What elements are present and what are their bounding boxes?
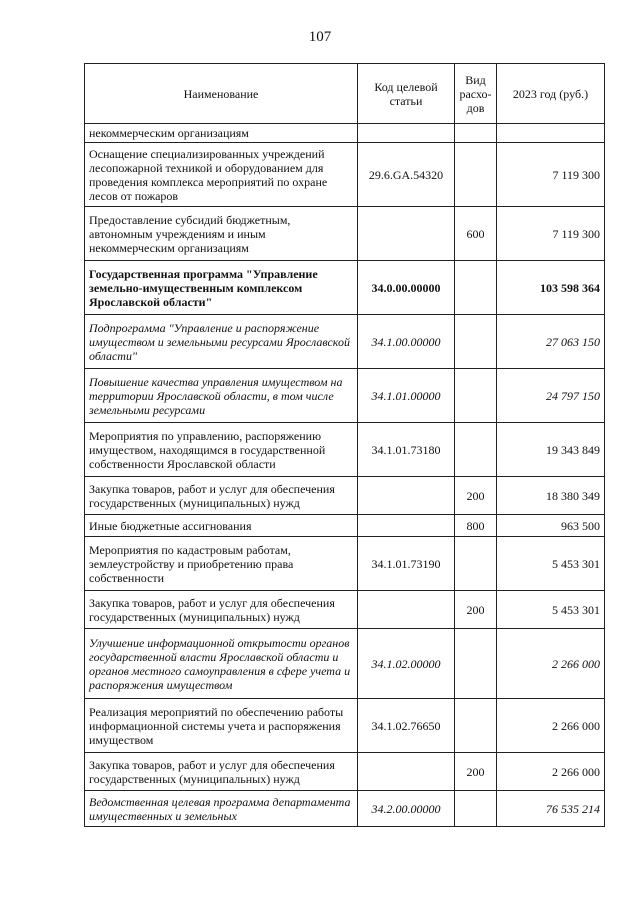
row-kind: 800 (455, 515, 497, 537)
row-code (358, 207, 455, 261)
row-kind (455, 629, 497, 699)
row-name: Мероприятия по управлению, распоряжению имуществом, находящимся в государственной собственности Ярославской области (85, 423, 358, 477)
row-kind (455, 124, 497, 143)
row-kind (455, 537, 497, 591)
row-name: Иные бюджетные ассигнования (85, 515, 358, 537)
row-name: Ведомственная целевая программа департамента имущественных и земельных (85, 791, 358, 827)
row-kind: 600 (455, 207, 497, 261)
table-row (85, 315, 605, 369)
row-name: Предоставление субсидий бюджетным, автономным учреждениям и иным некоммерческим организациям (85, 207, 358, 261)
row-kind (455, 423, 497, 477)
budget-table (84, 63, 605, 827)
header-name: Наименование (85, 64, 358, 124)
row-code: 34.1.01.00000 (358, 369, 455, 423)
row-kind (455, 143, 497, 207)
table-body (85, 124, 605, 827)
row-kind: 200 (455, 477, 497, 515)
table-row (85, 537, 605, 591)
row-code (358, 124, 455, 143)
table-header-row (85, 64, 605, 124)
row-code: 34.1.02.00000 (358, 629, 455, 699)
row-name: некоммерческим организациям (85, 124, 358, 143)
row-name: Подпрограмма "Управление и распоряжение имуществом и земельными ресурсами Ярославской области" (85, 315, 358, 369)
row-amount: 5 453 301 (497, 537, 605, 591)
row-amount: 24 797 150 (497, 369, 605, 423)
row-code: 34.2.00.00000 (358, 791, 455, 827)
table-row (85, 699, 605, 753)
row-kind (455, 699, 497, 753)
row-name: Повышение качества управления имуществом на территории Ярославской области, в том числе земельными ресурсами (85, 369, 358, 423)
table-row (85, 591, 605, 629)
row-code (358, 477, 455, 515)
row-code: 34.1.00.00000 (358, 315, 455, 369)
page-number: 107 (308, 29, 332, 45)
row-kind (455, 369, 497, 423)
row-name: Закупка товаров, работ и услуг для обеспечения государственных (муниципальных) нужд (85, 591, 358, 629)
row-name: Мероприятия по кадастровым работам, землеустройству и приобретению права собственности (85, 537, 358, 591)
row-code: 34.1.01.73190 (358, 537, 455, 591)
header-amount: 2023 год (руб.) (497, 64, 605, 124)
row-amount: 19 343 849 (497, 423, 605, 477)
row-name: Улучшение информационной открытости органов государственной власти Ярославской области и органов местного самоуправления в сфере учета и распоряжения имуществом (85, 629, 358, 699)
row-code: 34.0.00.00000 (358, 261, 455, 315)
row-amount (497, 124, 605, 143)
table-row (85, 261, 605, 315)
row-amount: 76 535 214 (497, 791, 605, 827)
row-name: Закупка товаров, работ и услуг для обеспечения государственных (муниципальных) нужд (85, 477, 358, 515)
row-kind (455, 261, 497, 315)
row-amount: 27 063 150 (497, 315, 605, 369)
row-name: Государственная программа "Управление земельно-имущественным комплексом Ярославской области" (85, 261, 358, 315)
row-kind: 200 (455, 591, 497, 629)
row-kind: 200 (455, 753, 497, 791)
row-code: 29.6.GA.54320 (358, 143, 455, 207)
header-code: Код целевой статьи (358, 64, 455, 124)
row-code (358, 753, 455, 791)
table-row (85, 143, 605, 207)
row-amount: 18 380 349 (497, 477, 605, 515)
header-kind: Вид расхо-дов (455, 64, 497, 124)
row-amount: 7 119 300 (497, 143, 605, 207)
row-code (358, 515, 455, 537)
row-name: Закупка товаров, работ и услуг для обеспечения государственных (муниципальных) нужд (85, 753, 358, 791)
row-name: Реализация мероприятий по обеспечению работы информационной системы учета и распоряжения имуществом (85, 699, 358, 753)
table-row (85, 369, 605, 423)
table-row (85, 515, 605, 537)
row-amount: 5 453 301 (497, 591, 605, 629)
row-name: Оснащение специализированных учреждений лесопожарной техникой и оборудованием для проведения комплекса мероприятий по охране лесов от пожаров (85, 143, 358, 207)
row-code: 34.1.01.73180 (358, 423, 455, 477)
row-amount: 963 500 (497, 515, 605, 537)
table-row (85, 124, 605, 143)
table-row (85, 207, 605, 261)
row-code (358, 591, 455, 629)
row-code: 34.1.02.76650 (358, 699, 455, 753)
table-row (85, 423, 605, 477)
table-row (85, 629, 605, 699)
row-kind (455, 791, 497, 827)
table-row (85, 477, 605, 515)
row-amount: 2 266 000 (497, 629, 605, 699)
row-amount: 2 266 000 (497, 699, 605, 753)
table-row (85, 753, 605, 791)
table-row (85, 791, 605, 827)
row-amount: 7 119 300 (497, 207, 605, 261)
row-amount: 2 266 000 (497, 753, 605, 791)
row-amount: 103 598 364 (497, 261, 605, 315)
row-kind (455, 315, 497, 369)
